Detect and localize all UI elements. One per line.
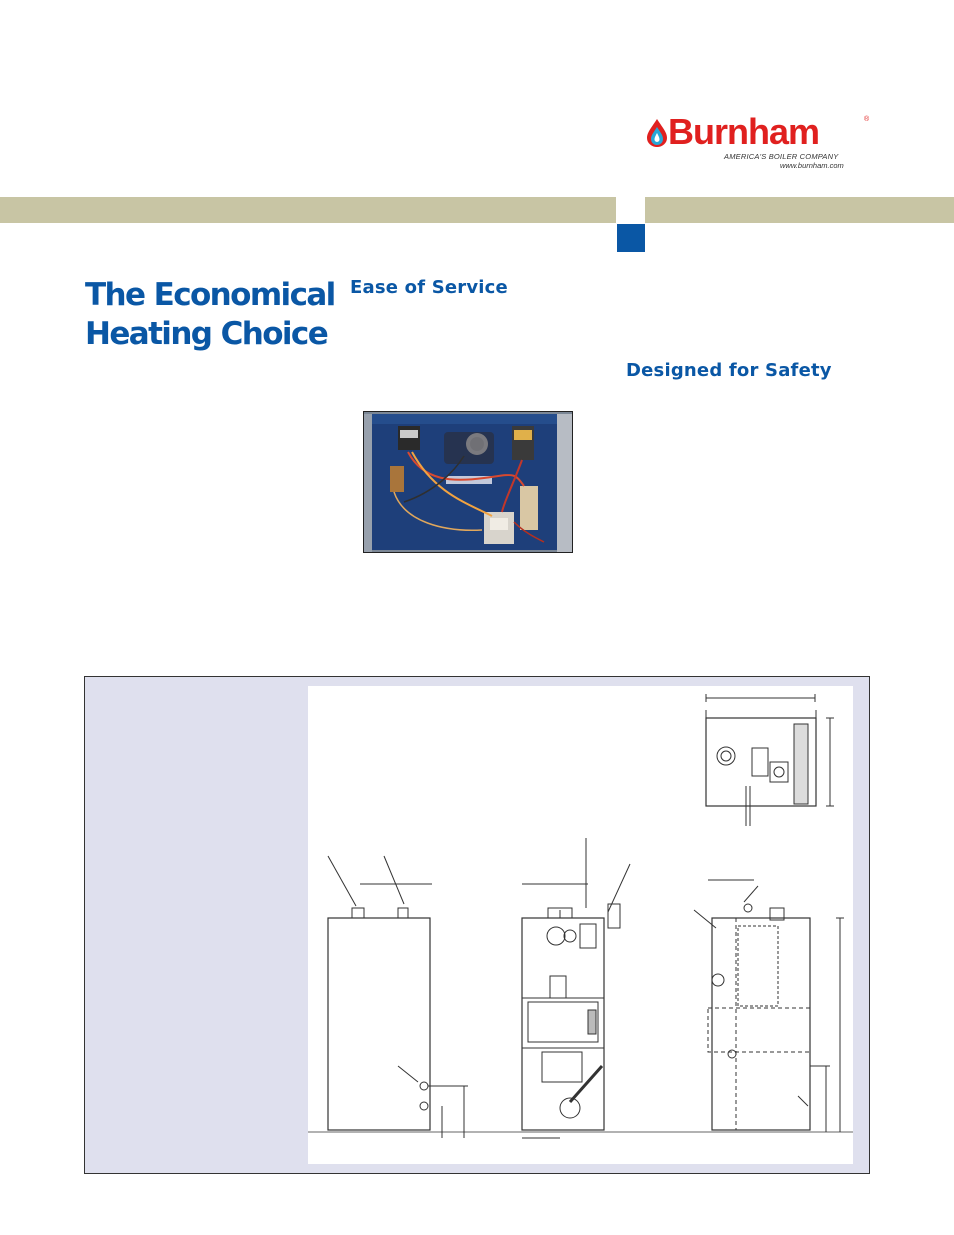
brand-tagline: AMERICA'S BOILER COMPANY: [724, 152, 839, 161]
brand-name: Burnham: [668, 111, 820, 152]
page-title: [85, 276, 345, 354]
left-side-view-drawing: [308, 856, 853, 1138]
brand-website: www.burnham.com: [780, 161, 844, 170]
header-band-left: [0, 197, 616, 223]
accent-square: [617, 224, 645, 252]
registered-mark: ®: [864, 116, 870, 123]
flame-drop-icon: [646, 118, 668, 148]
front-view-drawing: [522, 838, 630, 1138]
page-title-line1: The Economical: [85, 277, 335, 313]
right-side-view-drawing: [694, 880, 844, 1132]
designed-for-safety-heading: Designed for Safety: [626, 360, 832, 381]
header-band-right: [645, 197, 954, 223]
boiler-control-panel-photo: [363, 411, 573, 553]
boiler-dimension-drawings: [308, 686, 853, 1164]
ease-of-service-heading: Ease of Service: [350, 277, 508, 298]
top-view-drawing: [706, 694, 834, 826]
page-title-line2: Heating Choice: [85, 316, 328, 352]
